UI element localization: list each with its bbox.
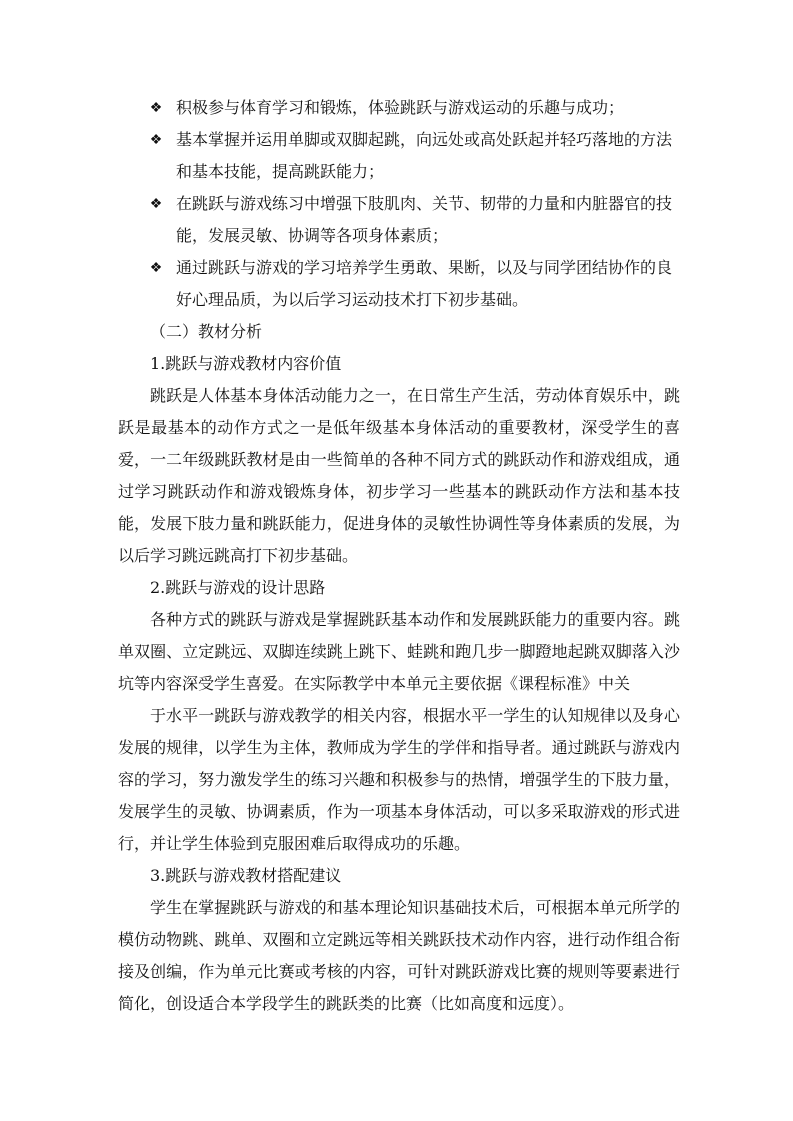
- subsection-2-title: 2.跳跃与游戏的设计思路: [150, 578, 326, 597]
- diamond-flower-icon: ❖: [149, 132, 163, 148]
- subsection-1-title: 1.跳跃与游戏教材内容价值: [150, 354, 342, 373]
- list-item: [118, 188, 680, 252]
- diamond-flower-icon: ❖: [149, 196, 163, 212]
- subsection-3-title: 3.跳跃与游戏教材搭配建议: [150, 866, 342, 885]
- list-item-text: 积极参与体育学习和锻炼，体验跳跃与游戏运动的乐趣与成功；: [176, 98, 625, 117]
- list-item-text: 基本掌握并运用单脚或双脚起跳，向远处或高处跃起并轻巧落地的方法和基本技能，提高跳跃能力；: [176, 130, 673, 181]
- diamond-flower-icon: ❖: [149, 260, 163, 276]
- list-item-text: 在跳跃与游戏练习中增强下肢肌肉、关节、韧带的力量和内脏器官的技能，发展灵敏、协调等各项身体素质；: [176, 194, 673, 245]
- list-item: [118, 92, 680, 124]
- subsection-3-paragraph: 学生在掌握跳跃与游戏的和基本理论知识基础技术后，可根据本单元所学的模仿动物跳、跳单、双圈和立定跳远等相关跳跃技术动作内容，进行动作组合衔接及创编，作为单元比赛或考核的内容，可针对跳跃游戏比赛的规则等要素进行简化，创设适合本学段学生的跳跃类的比赛（比如高度和远度）。: [118, 898, 680, 1013]
- diamond-flower-icon: ❖: [149, 100, 163, 116]
- section-heading: （二）教材分析: [150, 322, 263, 341]
- subsection-2-paragraph-1: 各种方式的跳跃与游戏是掌握跳跃基本动作和发展跳跃能力的重要内容。跳单双圈、立定跳远、双脚连续跳上跳下、蛙跳和跑几步一脚蹬地起跳双脚落入沙坑等内容深受学生喜爱。在实际教学中本单元主要依据《课程标准》中关: [118, 610, 680, 693]
- subsection-1-paragraph: 跳跃是人体基本身体活动能力之一，在日常生产生活，劳动体育娱乐中，跳跃是最基本的动作方式之一是低年级基本身体活动的重要教材，深受学生的喜爱，一二年级跳跃教材是由一些简单的各种不同方式的跳跃动作和游戏组成，通过学习跳跃动作和游戏锻炼身体，初步学习一些基本的跳跃动作方法和基本技能，发展下肢力量和跳跃能力，促进身体的灵敏性协调性等身体素质的发展，为以后学习跳远跳高打下初步基础。: [118, 386, 680, 565]
- subsection-2-paragraph-2: 于水平一跳跃与游戏教学的相关内容，根据水平一学生的认知规律以及身心发展的规律，以学生为主体，教师成为学生的学伴和指导者。通过跳跃与游戏内容的学习，努力激发学生的练习兴趣和积极参与的热情，增强学生的下肢力量，发展学生的灵敏、协调素质，作为一项基本身体活动，可以多采取游戏的形式进行，并让学生体验到克服困难后取得成功的乐趣。: [118, 706, 680, 853]
- list-item: [118, 124, 680, 188]
- objectives-list: [118, 92, 680, 316]
- list-item: [118, 252, 680, 316]
- list-item-text: 通过跳跃与游戏的学习培养学生勇敢、果断，以及与同学团结协作的良好心理品质，为以后学习运动技术打下初步基础。: [176, 258, 673, 309]
- document-content: [118, 92, 680, 1020]
